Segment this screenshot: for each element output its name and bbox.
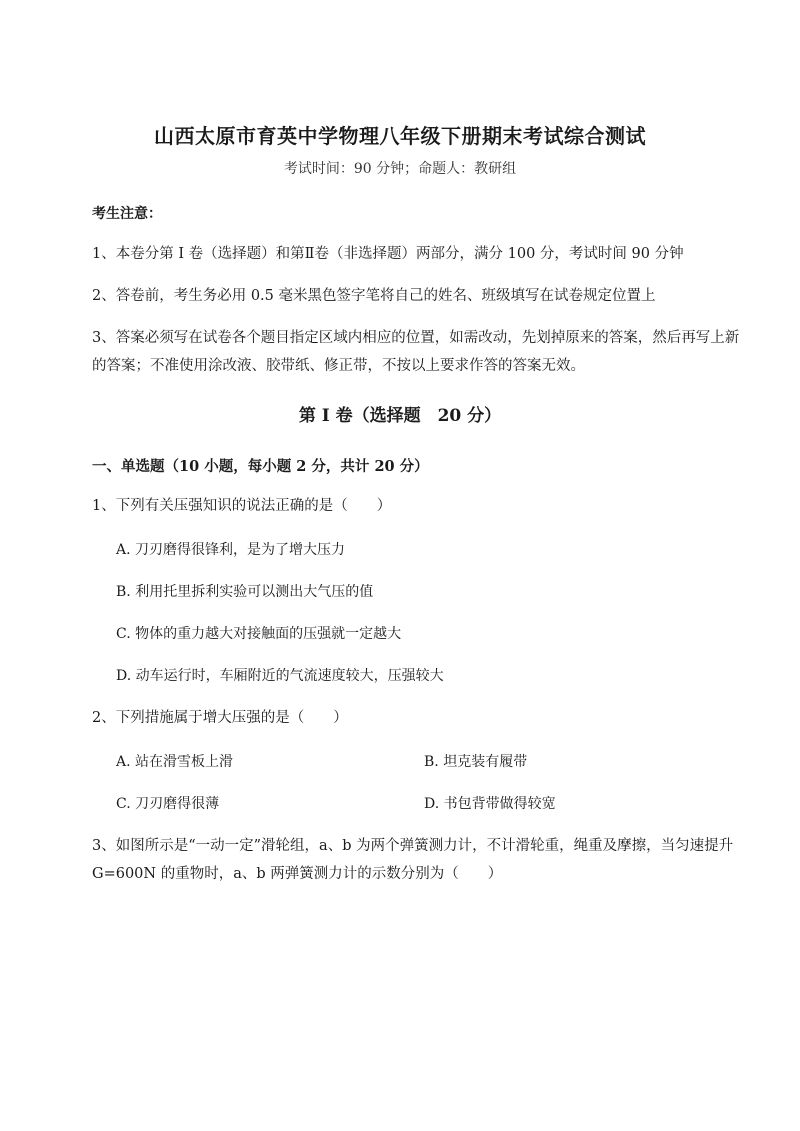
question-2-stem: 2、下列措施属于增大压强的是（ ） xyxy=(92,710,348,726)
question-2-option-a[interactable]: A. 站在滑雪板上滑 xyxy=(116,754,234,770)
notice-item-2: 2、答卷前，考生务必用 0.5 毫米黑色签字笔将自己的姓名、班级填写在试卷规定位置上 xyxy=(92,288,656,304)
question-2-option-d[interactable]: D. 书包背带做得较宽 xyxy=(424,796,556,812)
exam-subtitle: 考试时间：90 分钟；命题人：教研组 xyxy=(283,161,517,177)
question-1-option-a[interactable]: A. 刀刃磨得很锋利，是为了增大压力 xyxy=(116,542,346,558)
question-3-stem: 3、如图所示是“一动一定”滑轮组，a、b 为两个弹簧测力计，不计滑轮重，绳重及摩擦，当匀速提升 G=600N 的重物时，a、b 两弹簧测力计的示数分别为（ ） xyxy=(92,838,734,882)
notice-item-1: 1、本卷分第 I 卷（选择题）和第Ⅱ卷（非选择题）两部分，满分 100 分，考试时间 90 分钟 xyxy=(92,246,684,262)
notice-heading: 考生注意： xyxy=(92,206,162,222)
section-title: 第 I 卷（选择题 20 分） xyxy=(298,406,502,426)
question-1-option-b[interactable]: B. 利用托里拆利实验可以测出大气压的值 xyxy=(116,584,374,600)
question-1-stem: 1、下列有关压强知识的说法正确的是（ ） xyxy=(92,498,392,514)
notice-item-3: 3、答案必须写在试卷各个题目指定区域内相应的位置，如需改动，先划掉原来的答案，然后再写上新的答案；不准使用涂改液、胶带纸、修正带，不按以上要求作答的答案无效。 xyxy=(92,330,740,374)
question-2-option-b[interactable]: B. 坦克装有履带 xyxy=(424,754,528,770)
group-heading: 一、单选题（10 小题，每小题 2 分，共计 20 分） xyxy=(92,458,429,475)
question-2-option-c[interactable]: C. 刀刃磨得很薄 xyxy=(116,796,220,812)
exam-title: 山西太原市育英中学物理八年级下册期末考试综合测试 xyxy=(154,124,646,148)
question-1-option-c[interactable]: C. 物体的重力越大对接触面的压强就一定越大 xyxy=(116,626,402,642)
question-1-option-d[interactable]: D. 动车运行时，车厢附近的气流速度较大，压强较大 xyxy=(116,668,444,684)
